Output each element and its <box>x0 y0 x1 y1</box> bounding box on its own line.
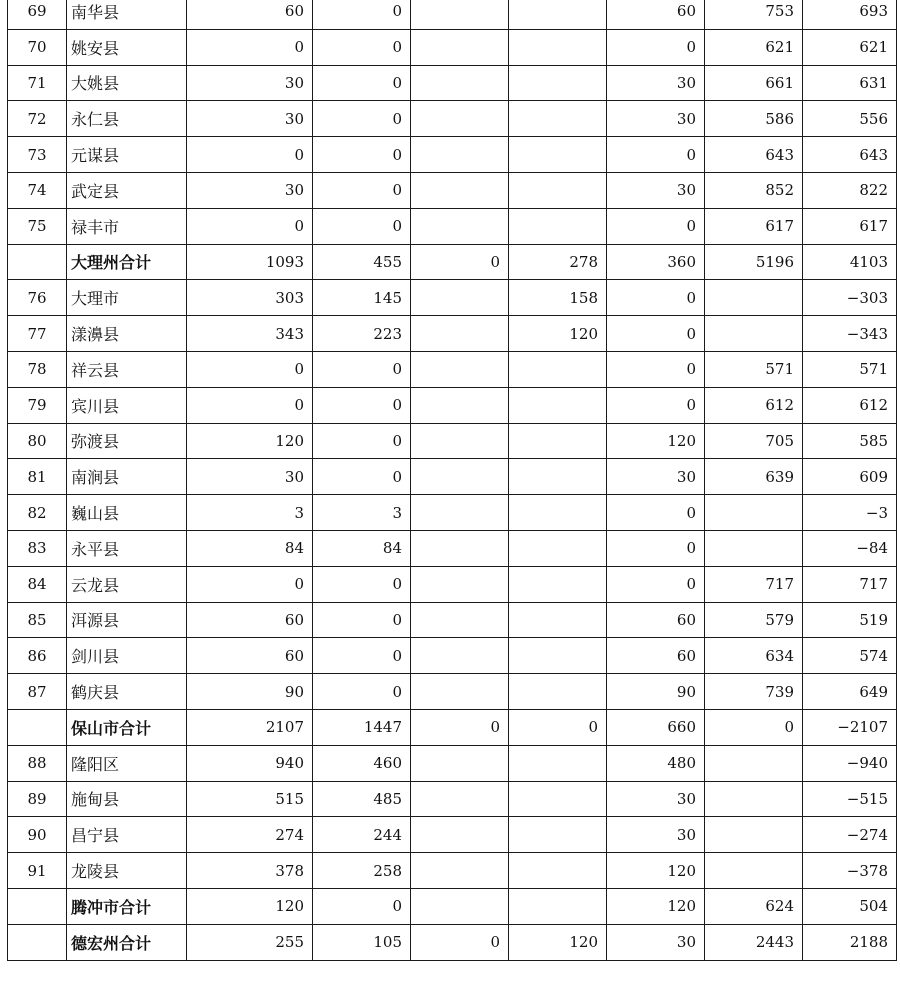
county-name-cell: 南华县 <box>67 0 187 29</box>
table-row <box>8 0 897 29</box>
value-cell-col4 <box>509 65 607 101</box>
value-cell-col2: 455 <box>313 244 411 280</box>
table-row <box>8 351 897 387</box>
value-cell-col7: 617 <box>803 208 897 244</box>
value-cell-col7: 519 <box>803 602 897 638</box>
value-cell-col7: 631 <box>803 65 897 101</box>
value-cell-col4 <box>509 387 607 423</box>
value-cell-col6 <box>705 280 803 316</box>
value-cell-col5: 120 <box>607 853 705 889</box>
value-cell-col1: 30 <box>187 172 313 208</box>
value-cell-col6: 624 <box>705 888 803 924</box>
value-cell-col5: 30 <box>607 817 705 853</box>
value-cell-col4: 158 <box>509 280 607 316</box>
value-cell-col1: 30 <box>187 101 313 137</box>
county-name-cell: 腾冲市合计 <box>67 888 187 924</box>
value-cell-col1: 60 <box>187 638 313 674</box>
value-cell-col5: 90 <box>607 674 705 710</box>
value-cell-col7: −2107 <box>803 709 897 745</box>
value-cell-col3: 0 <box>411 244 509 280</box>
table-row <box>8 29 897 65</box>
value-cell-col7: −84 <box>803 530 897 566</box>
value-cell-col1: 90 <box>187 674 313 710</box>
value-cell-col3 <box>411 745 509 781</box>
value-cell-col7: 4103 <box>803 244 897 280</box>
county-name-cell: 云龙县 <box>67 566 187 602</box>
value-cell-col2: 0 <box>313 423 411 459</box>
value-cell-col2: 84 <box>313 530 411 566</box>
value-cell-col4 <box>509 602 607 638</box>
row-number-cell: 88 <box>8 745 67 781</box>
value-cell-col3 <box>411 65 509 101</box>
value-cell-col3 <box>411 172 509 208</box>
row-number-cell: 78 <box>8 351 67 387</box>
value-cell-col2: 145 <box>313 280 411 316</box>
value-cell-col4 <box>509 459 607 495</box>
county-name-cell: 巍山县 <box>67 495 187 531</box>
value-cell-col3: 0 <box>411 709 509 745</box>
county-name-cell: 永平县 <box>67 530 187 566</box>
table-row <box>8 208 897 244</box>
table-row <box>8 423 897 459</box>
value-cell-col7: 612 <box>803 387 897 423</box>
value-cell-col1: 1093 <box>187 244 313 280</box>
value-cell-col2: 3 <box>313 495 411 531</box>
table-row <box>8 853 897 889</box>
county-name-cell: 施甸县 <box>67 781 187 817</box>
value-cell-col7: 643 <box>803 137 897 173</box>
value-cell-col2: 0 <box>313 602 411 638</box>
county-name-cell: 姚安县 <box>67 29 187 65</box>
value-cell-col5: 0 <box>607 495 705 531</box>
value-cell-col4: 0 <box>509 709 607 745</box>
value-cell-col1: 120 <box>187 423 313 459</box>
county-name-cell: 昌宁县 <box>67 817 187 853</box>
value-cell-col2: 0 <box>313 208 411 244</box>
table-row <box>8 530 897 566</box>
value-cell-col3 <box>411 853 509 889</box>
value-cell-col1: 515 <box>187 781 313 817</box>
value-cell-col6 <box>705 530 803 566</box>
value-cell-col6: 639 <box>705 459 803 495</box>
value-cell-col1: 940 <box>187 745 313 781</box>
value-cell-col3 <box>411 29 509 65</box>
table-row <box>8 280 897 316</box>
value-cell-col7: 693 <box>803 0 897 29</box>
value-cell-col1: 84 <box>187 530 313 566</box>
value-cell-col2: 0 <box>313 638 411 674</box>
county-name-cell: 祥云县 <box>67 351 187 387</box>
value-cell-col7: −343 <box>803 316 897 352</box>
value-cell-col4 <box>509 745 607 781</box>
value-cell-col6: 852 <box>705 172 803 208</box>
value-cell-col5: 0 <box>607 387 705 423</box>
value-cell-col1: 30 <box>187 65 313 101</box>
table-row <box>8 172 897 208</box>
value-cell-col3 <box>411 0 509 29</box>
value-cell-col6 <box>705 495 803 531</box>
value-cell-col1: 0 <box>187 566 313 602</box>
county-name-cell: 保山市合计 <box>67 709 187 745</box>
value-cell-col6 <box>705 817 803 853</box>
county-name-cell: 武定县 <box>67 172 187 208</box>
value-cell-col2: 105 <box>313 924 411 960</box>
value-cell-col7: 649 <box>803 674 897 710</box>
row-number-cell: 85 <box>8 602 67 638</box>
row-number-cell: 89 <box>8 781 67 817</box>
value-cell-col3 <box>411 459 509 495</box>
value-cell-col4 <box>509 495 607 531</box>
value-cell-col4 <box>509 781 607 817</box>
value-cell-col7: 574 <box>803 638 897 674</box>
value-cell-col1: 378 <box>187 853 313 889</box>
value-cell-col4 <box>509 137 607 173</box>
value-cell-col6: 705 <box>705 423 803 459</box>
county-name-cell: 禄丰市 <box>67 208 187 244</box>
table-row <box>8 781 897 817</box>
row-number-cell: 84 <box>8 566 67 602</box>
row-number-cell: 76 <box>8 280 67 316</box>
value-cell-col5: 60 <box>607 602 705 638</box>
value-cell-col2: 0 <box>313 172 411 208</box>
value-cell-col7: −303 <box>803 280 897 316</box>
value-cell-col2: 0 <box>313 137 411 173</box>
value-cell-col6: 612 <box>705 387 803 423</box>
table-row <box>8 387 897 423</box>
row-number-cell: 79 <box>8 387 67 423</box>
county-name-cell: 宾川县 <box>67 387 187 423</box>
value-cell-col3 <box>411 280 509 316</box>
row-number-cell: 90 <box>8 817 67 853</box>
value-cell-col2: 258 <box>313 853 411 889</box>
table-row <box>8 638 897 674</box>
value-cell-col1: 60 <box>187 602 313 638</box>
value-cell-col7: −274 <box>803 817 897 853</box>
row-number-cell: 87 <box>8 674 67 710</box>
value-cell-col1: 3 <box>187 495 313 531</box>
value-cell-col7: −940 <box>803 745 897 781</box>
value-cell-col7: −3 <box>803 495 897 531</box>
value-cell-col6: 621 <box>705 29 803 65</box>
value-cell-col4: 120 <box>509 924 607 960</box>
value-cell-col3 <box>411 495 509 531</box>
value-cell-col4 <box>509 817 607 853</box>
row-number-cell: 75 <box>8 208 67 244</box>
value-cell-col5: 30 <box>607 781 705 817</box>
value-cell-col4: 120 <box>509 316 607 352</box>
value-cell-col5: 0 <box>607 316 705 352</box>
value-cell-col5: 60 <box>607 0 705 29</box>
value-cell-col2: 0 <box>313 566 411 602</box>
value-cell-col7: 504 <box>803 888 897 924</box>
row-number-cell: 69 <box>8 0 67 29</box>
value-cell-col3 <box>411 387 509 423</box>
value-cell-col1: 0 <box>187 351 313 387</box>
value-cell-col3 <box>411 888 509 924</box>
value-cell-col2: 0 <box>313 0 411 29</box>
value-cell-col7: 621 <box>803 29 897 65</box>
value-cell-col2: 0 <box>313 387 411 423</box>
county-name-cell: 鹤庆县 <box>67 674 187 710</box>
row-number-cell: 72 <box>8 101 67 137</box>
table-row <box>8 101 897 137</box>
value-cell-col6: 739 <box>705 674 803 710</box>
value-cell-col7: 571 <box>803 351 897 387</box>
value-cell-col4 <box>509 208 607 244</box>
table-row <box>8 459 897 495</box>
value-cell-col2: 485 <box>313 781 411 817</box>
value-cell-col2: 0 <box>313 29 411 65</box>
value-cell-col2: 0 <box>313 459 411 495</box>
value-cell-col3 <box>411 638 509 674</box>
value-cell-col1: 0 <box>187 208 313 244</box>
table-row <box>8 674 897 710</box>
value-cell-col3 <box>411 137 509 173</box>
county-name-cell: 永仁县 <box>67 101 187 137</box>
value-cell-col2: 223 <box>313 316 411 352</box>
row-number-cell <box>8 244 67 280</box>
value-cell-col5: 0 <box>607 208 705 244</box>
row-number-cell: 81 <box>8 459 67 495</box>
value-cell-col3 <box>411 316 509 352</box>
value-cell-col5: 0 <box>607 566 705 602</box>
county-name-cell: 隆阳区 <box>67 745 187 781</box>
value-cell-col3 <box>411 674 509 710</box>
table-row <box>8 316 897 352</box>
subtotal-row <box>8 709 897 745</box>
county-name-cell: 剑川县 <box>67 638 187 674</box>
value-cell-col5: 0 <box>607 29 705 65</box>
value-cell-col5: 0 <box>607 530 705 566</box>
value-cell-col6: 617 <box>705 208 803 244</box>
value-cell-col5: 30 <box>607 65 705 101</box>
value-cell-col5: 0 <box>607 351 705 387</box>
value-cell-col6: 579 <box>705 602 803 638</box>
value-cell-col3 <box>411 423 509 459</box>
value-cell-col5: 360 <box>607 244 705 280</box>
row-number-cell: 73 <box>8 137 67 173</box>
value-cell-col4 <box>509 423 607 459</box>
table-row <box>8 137 897 173</box>
value-cell-col3 <box>411 208 509 244</box>
table-row <box>8 602 897 638</box>
value-cell-col1: 60 <box>187 0 313 29</box>
value-cell-col3 <box>411 530 509 566</box>
value-cell-col5: 30 <box>607 924 705 960</box>
table-row <box>8 495 897 531</box>
row-number-cell: 80 <box>8 423 67 459</box>
subtotal-row <box>8 244 897 280</box>
row-number-cell <box>8 888 67 924</box>
value-cell-col7: −378 <box>803 853 897 889</box>
value-cell-col2: 244 <box>313 817 411 853</box>
value-cell-col2: 1447 <box>313 709 411 745</box>
table-row <box>8 65 897 101</box>
county-name-cell: 弥渡县 <box>67 423 187 459</box>
value-cell-col2: 0 <box>313 65 411 101</box>
value-cell-col6 <box>705 781 803 817</box>
row-number-cell: 86 <box>8 638 67 674</box>
value-cell-col6 <box>705 853 803 889</box>
county-name-cell: 南涧县 <box>67 459 187 495</box>
table-body <box>8 0 897 960</box>
value-cell-col7: 609 <box>803 459 897 495</box>
value-cell-col5: 30 <box>607 172 705 208</box>
value-cell-col6 <box>705 745 803 781</box>
value-cell-col2: 460 <box>313 745 411 781</box>
value-cell-col1: 0 <box>187 137 313 173</box>
county-name-cell: 漾濞县 <box>67 316 187 352</box>
value-cell-col1: 120 <box>187 888 313 924</box>
value-cell-col4 <box>509 351 607 387</box>
subtotal-row <box>8 924 897 960</box>
value-cell-col4 <box>509 888 607 924</box>
value-cell-col5: 60 <box>607 638 705 674</box>
value-cell-col4: 278 <box>509 244 607 280</box>
value-cell-col2: 0 <box>313 674 411 710</box>
value-cell-col4 <box>509 101 607 137</box>
value-cell-col6: 661 <box>705 65 803 101</box>
value-cell-col1: 255 <box>187 924 313 960</box>
value-cell-col5: 480 <box>607 745 705 781</box>
table-row <box>8 745 897 781</box>
value-cell-col6: 2443 <box>705 924 803 960</box>
county-name-cell: 德宏州合计 <box>67 924 187 960</box>
value-cell-col4 <box>509 0 607 29</box>
value-cell-col2: 0 <box>313 101 411 137</box>
value-cell-col5: 0 <box>607 137 705 173</box>
county-name-cell: 龙陵县 <box>67 853 187 889</box>
row-number-cell: 91 <box>8 853 67 889</box>
value-cell-col5: 120 <box>607 888 705 924</box>
value-cell-col6: 643 <box>705 137 803 173</box>
value-cell-col3: 0 <box>411 924 509 960</box>
value-cell-col5: 0 <box>607 280 705 316</box>
value-cell-col6: 571 <box>705 351 803 387</box>
row-number-cell <box>8 924 67 960</box>
value-cell-col5: 660 <box>607 709 705 745</box>
county-name-cell: 大理市 <box>67 280 187 316</box>
table-row <box>8 566 897 602</box>
value-cell-col7: 556 <box>803 101 897 137</box>
value-cell-col1: 0 <box>187 387 313 423</box>
value-cell-col3 <box>411 817 509 853</box>
value-cell-col3 <box>411 351 509 387</box>
table-row <box>8 817 897 853</box>
row-number-cell: 82 <box>8 495 67 531</box>
value-cell-col1: 30 <box>187 459 313 495</box>
value-cell-col6: 753 <box>705 0 803 29</box>
county-name-cell: 大姚县 <box>67 65 187 101</box>
value-cell-col7: 2188 <box>803 924 897 960</box>
value-cell-col3 <box>411 781 509 817</box>
value-cell-col6: 634 <box>705 638 803 674</box>
value-cell-col1: 2107 <box>187 709 313 745</box>
county-name-cell: 洱源县 <box>67 602 187 638</box>
value-cell-col4 <box>509 638 607 674</box>
value-cell-col4 <box>509 172 607 208</box>
row-number-cell: 71 <box>8 65 67 101</box>
value-cell-col5: 30 <box>607 101 705 137</box>
value-cell-col6: 0 <box>705 709 803 745</box>
value-cell-col6: 717 <box>705 566 803 602</box>
value-cell-col2: 0 <box>313 888 411 924</box>
value-cell-col4 <box>509 674 607 710</box>
value-cell-col7: 717 <box>803 566 897 602</box>
value-cell-col5: 30 <box>607 459 705 495</box>
value-cell-col2: 0 <box>313 351 411 387</box>
value-cell-col7: 585 <box>803 423 897 459</box>
value-cell-col1: 343 <box>187 316 313 352</box>
value-cell-col6: 586 <box>705 101 803 137</box>
county-name-cell: 大理州合计 <box>67 244 187 280</box>
value-cell-col1: 303 <box>187 280 313 316</box>
value-cell-col4 <box>509 29 607 65</box>
row-number-cell: 70 <box>8 29 67 65</box>
value-cell-col1: 274 <box>187 817 313 853</box>
value-cell-col1: 0 <box>187 29 313 65</box>
row-number-cell: 77 <box>8 316 67 352</box>
value-cell-col7: 822 <box>803 172 897 208</box>
row-number-cell: 74 <box>8 172 67 208</box>
value-cell-col7: −515 <box>803 781 897 817</box>
value-cell-col4 <box>509 530 607 566</box>
subtotal-row <box>8 888 897 924</box>
value-cell-col4 <box>509 853 607 889</box>
value-cell-col3 <box>411 566 509 602</box>
data-table <box>7 0 897 961</box>
value-cell-col3 <box>411 602 509 638</box>
row-number-cell: 83 <box>8 530 67 566</box>
row-number-cell <box>8 709 67 745</box>
value-cell-col4 <box>509 566 607 602</box>
county-name-cell: 元谋县 <box>67 137 187 173</box>
value-cell-col5: 120 <box>607 423 705 459</box>
value-cell-col6 <box>705 316 803 352</box>
value-cell-col3 <box>411 101 509 137</box>
value-cell-col6: 5196 <box>705 244 803 280</box>
